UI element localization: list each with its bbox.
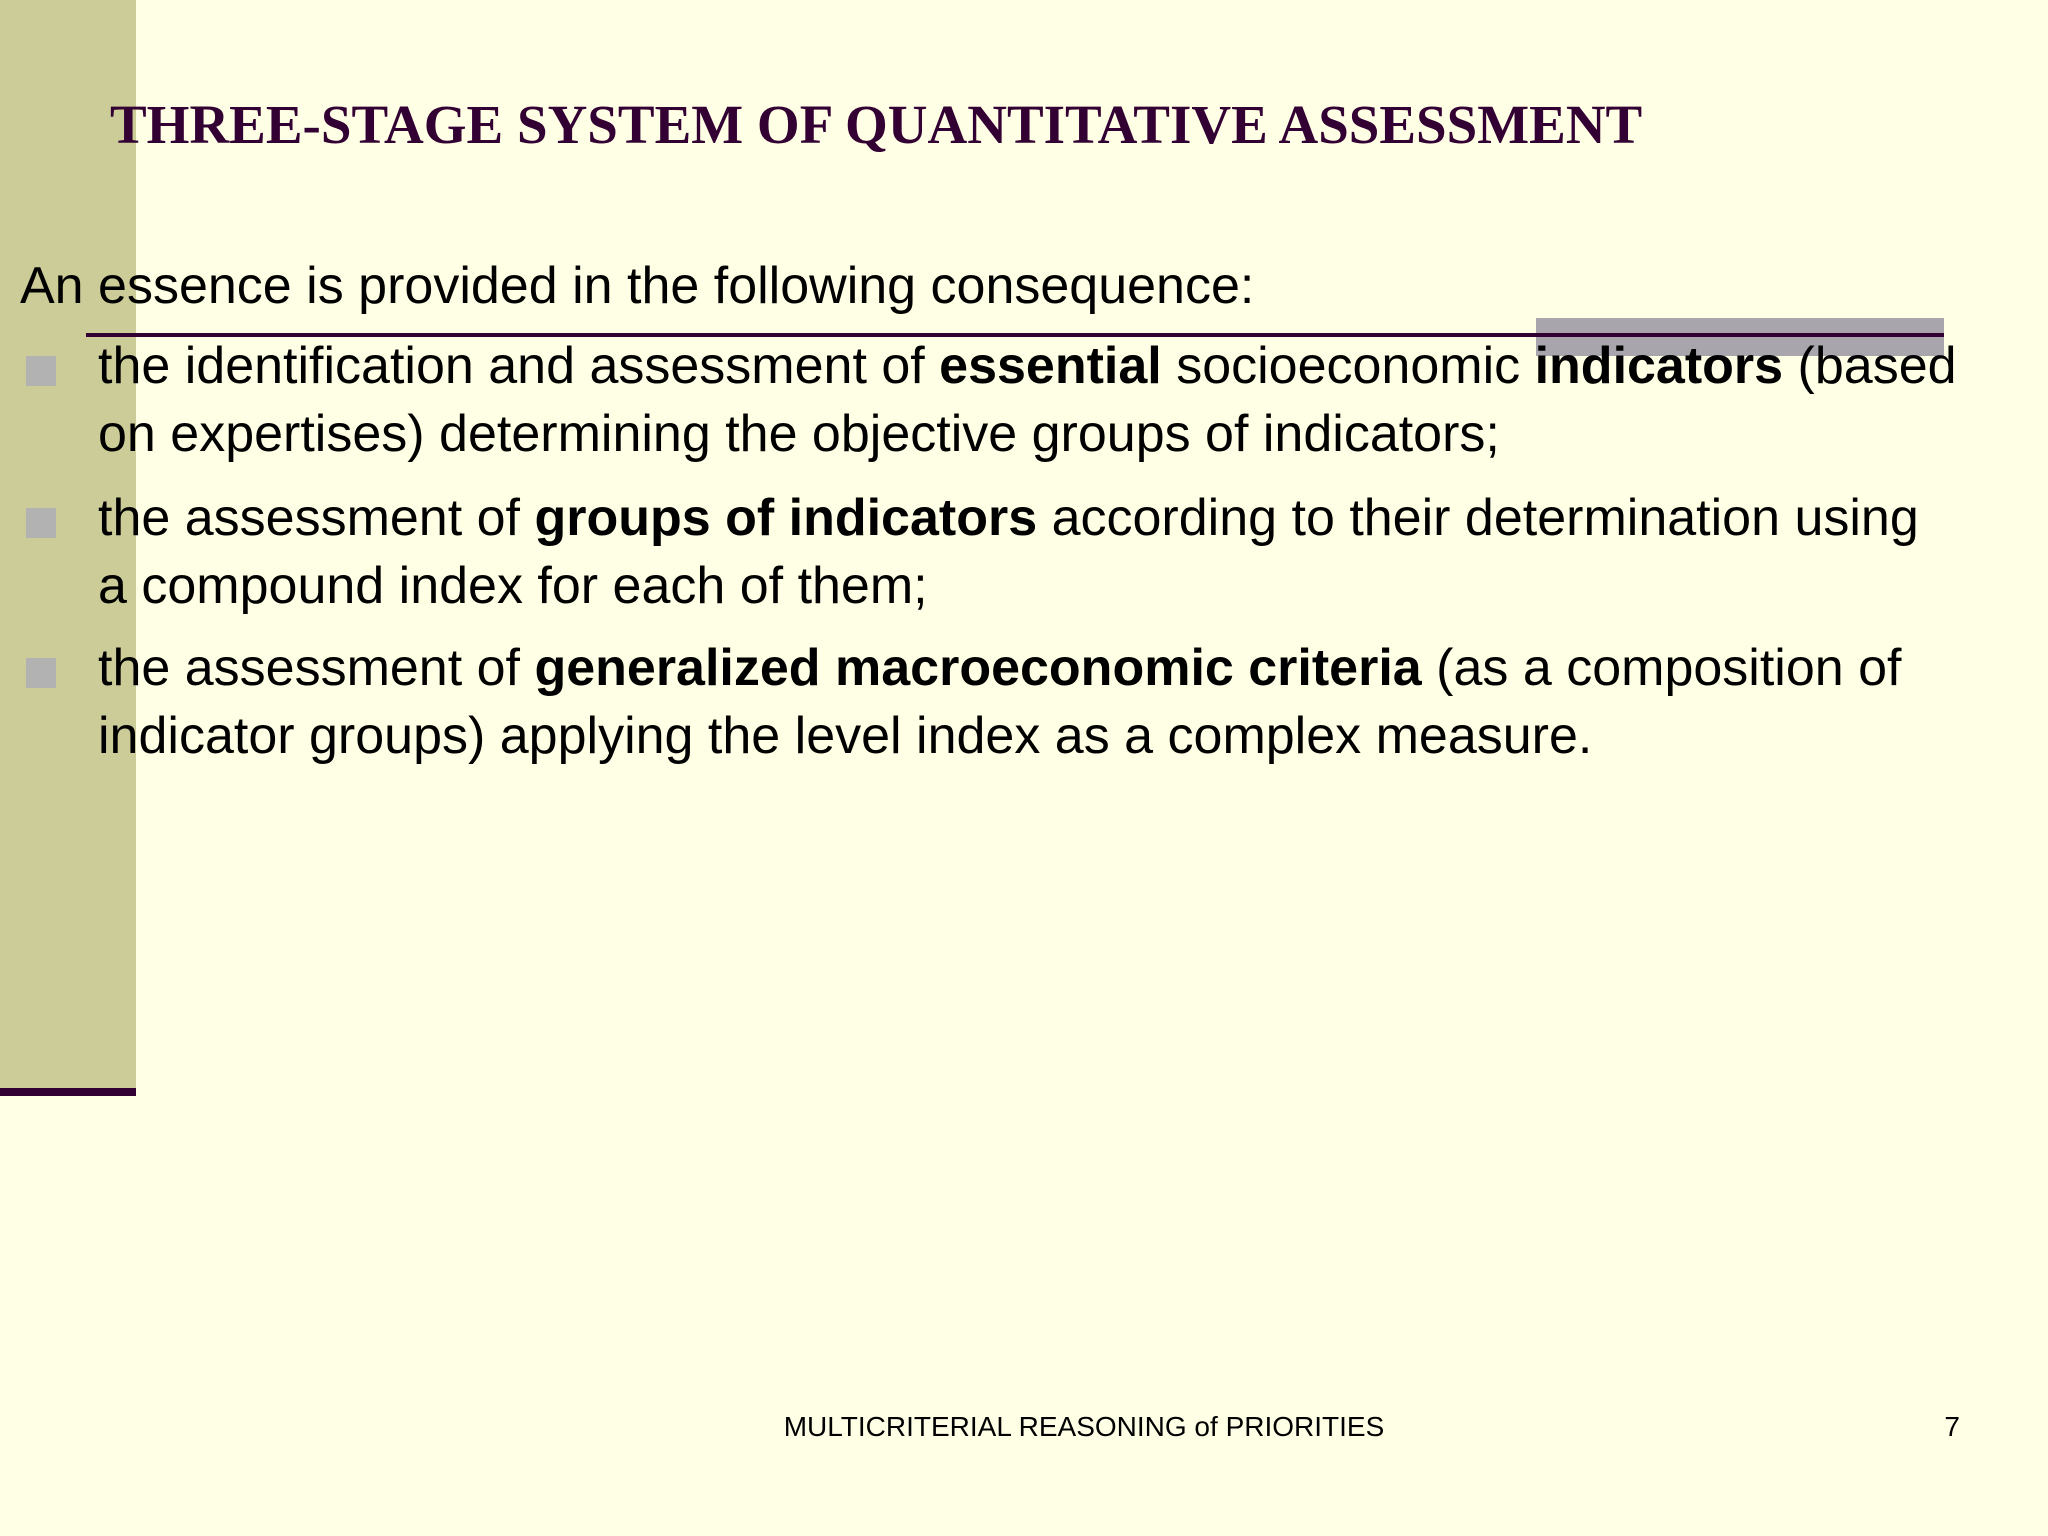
square-bullet-icon bbox=[26, 356, 56, 386]
bullet-text: the assessment of bbox=[98, 489, 535, 547]
page-number: 7 bbox=[1944, 1411, 1960, 1442]
bullet-emphasis: groups of indicators bbox=[534, 489, 1038, 547]
intro-text: An essence is provided in the following consequence: bbox=[20, 257, 1255, 315]
bullet-text: the assessment of bbox=[98, 639, 535, 697]
bullet-text: (as a composition of indicator groups) applying the level index as a complex measure. bbox=[98, 639, 1902, 765]
bullet-emphasis: generalized macroeconomic criteria bbox=[534, 639, 1422, 697]
bullet-text: socioeconomic bbox=[1161, 337, 1535, 395]
bullet-text: according to their determination using a compound index for each of them; bbox=[98, 489, 1919, 615]
square-bullet-icon bbox=[26, 508, 56, 538]
bullet-item bbox=[98, 484, 1958, 620]
bullet-text: the identification and assessment of bbox=[98, 337, 940, 395]
bullet-emphasis: essential bbox=[939, 337, 1162, 395]
square-bullet-icon bbox=[26, 658, 56, 688]
bullet-item bbox=[98, 332, 1958, 468]
footer-title: MULTICRITERIAL REASONING of PRIORITIES bbox=[783, 1411, 1385, 1442]
slide-title: THREE-STAGE SYSTEM OF QUANTITATIVE ASSESSMENT bbox=[110, 94, 1643, 155]
bullet-item bbox=[98, 634, 1958, 770]
bullet-text: (based on expertises) determining the objective groups of indicators; bbox=[98, 337, 1957, 463]
bullet-emphasis: indicators bbox=[1534, 337, 1784, 395]
